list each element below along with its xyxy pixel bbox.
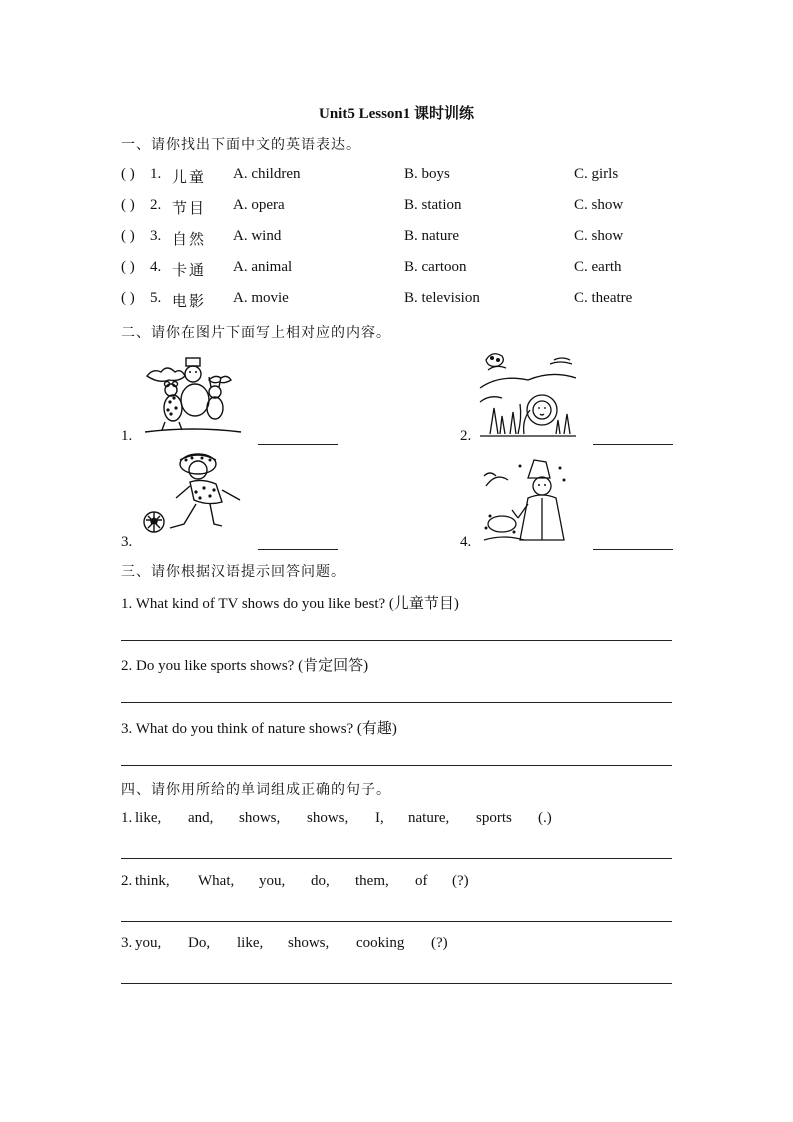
item-number: 3. <box>121 935 133 951</box>
word-token: Do, <box>188 935 211 951</box>
option-c: C. show <box>574 197 624 213</box>
section-3-heading: 三、请你根据汉语提示回答问题。 <box>121 565 346 580</box>
option-c: C. girls <box>574 166 619 182</box>
item-number: 3. <box>150 228 162 244</box>
answer-paren[interactable]: ( ) <box>121 166 135 182</box>
answer-paren[interactable]: ( ) <box>121 290 135 306</box>
option-b: B. television <box>404 290 480 306</box>
nature-lion-picture <box>478 348 578 438</box>
chinese-word: 电影 <box>172 294 207 310</box>
chinese-word: 节目 <box>172 201 207 217</box>
answer-line[interactable] <box>121 983 672 984</box>
item-number: 4. <box>150 259 162 275</box>
option-b: B. boys <box>404 166 450 182</box>
question-text: 1. What kind of TV shows do you like best? (儿童节目) <box>121 596 459 612</box>
word-token: I, <box>375 810 384 826</box>
item-number: 2. <box>121 873 133 889</box>
option-a: A. animal <box>233 259 293 275</box>
word-token: you, <box>259 873 286 889</box>
word-token: you, <box>135 935 162 951</box>
option-a: A. wind <box>233 228 282 244</box>
word-token: nature, <box>408 810 450 826</box>
answer-blank[interactable] <box>593 444 673 445</box>
option-c: C. theatre <box>574 290 633 306</box>
option-a: A. opera <box>233 197 285 213</box>
chinese-word: 卡通 <box>172 263 207 279</box>
answer-blank[interactable] <box>258 444 338 445</box>
child-playing-football-picture <box>140 450 248 542</box>
word-token: shows, <box>239 810 281 826</box>
word-token: (?) <box>431 935 448 951</box>
answer-line[interactable] <box>121 702 672 703</box>
option-c: C. show <box>574 228 624 244</box>
option-a: A. children <box>233 166 301 182</box>
option-b: B. station <box>404 197 462 213</box>
item-number: 2. <box>150 197 162 213</box>
chinese-word: 自然 <box>172 232 207 248</box>
word-token: shows, <box>307 810 349 826</box>
item-number: 5. <box>150 290 162 306</box>
word-token: (?) <box>452 873 469 889</box>
answer-line[interactable] <box>121 921 672 922</box>
option-b: B. nature <box>404 228 459 244</box>
option-a: A. movie <box>233 290 289 306</box>
question-text: 2. Do you like sports shows? (肯定回答) <box>121 658 369 674</box>
answer-line[interactable] <box>121 765 672 766</box>
word-token: and, <box>188 810 214 826</box>
word-token: (.) <box>538 810 552 826</box>
word-token: sports <box>476 810 512 826</box>
answer-blank[interactable] <box>593 549 673 550</box>
section-1-heading: 一、请你找出下面中文的英语表达。 <box>121 138 361 153</box>
word-token: cooking <box>356 935 405 951</box>
option-c: C. earth <box>574 259 622 275</box>
section-4-heading: 四、请你用所给的单词组成正确的句子。 <box>121 783 391 798</box>
option-b: B. cartoon <box>404 259 467 275</box>
worksheet-title: Unit5 Lesson1 课时训练 <box>318 106 475 122</box>
question-text: 3. What do you think of nature shows? (有趣) <box>121 721 397 737</box>
word-token: of <box>415 873 428 889</box>
word-token: like, <box>135 810 162 826</box>
cartoon-characters-picture <box>143 352 243 436</box>
answer-paren[interactable]: ( ) <box>121 197 135 213</box>
chinese-word: 儿童 <box>172 170 207 186</box>
answer-line[interactable] <box>121 858 672 859</box>
answer-line[interactable] <box>121 640 672 641</box>
answer-blank[interactable] <box>258 549 338 550</box>
word-token: shows, <box>288 935 330 951</box>
item-number: 1. <box>121 810 133 826</box>
word-token: them, <box>355 873 389 889</box>
picture-number: 4. <box>460 534 472 550</box>
picture-number: 2. <box>460 428 472 444</box>
word-token: like, <box>237 935 264 951</box>
section-2-heading: 二、请你在图片下面写上相对应的内容。 <box>121 326 391 341</box>
word-token: do, <box>311 873 330 889</box>
picture-number: 1. <box>121 428 133 444</box>
answer-paren[interactable]: ( ) <box>121 259 135 275</box>
item-number: 1. <box>150 166 162 182</box>
word-token: What, <box>198 873 235 889</box>
man-at-party-picture <box>480 456 572 544</box>
word-token: think, <box>135 873 170 889</box>
answer-paren[interactable]: ( ) <box>121 228 135 244</box>
picture-number: 3. <box>121 534 133 550</box>
